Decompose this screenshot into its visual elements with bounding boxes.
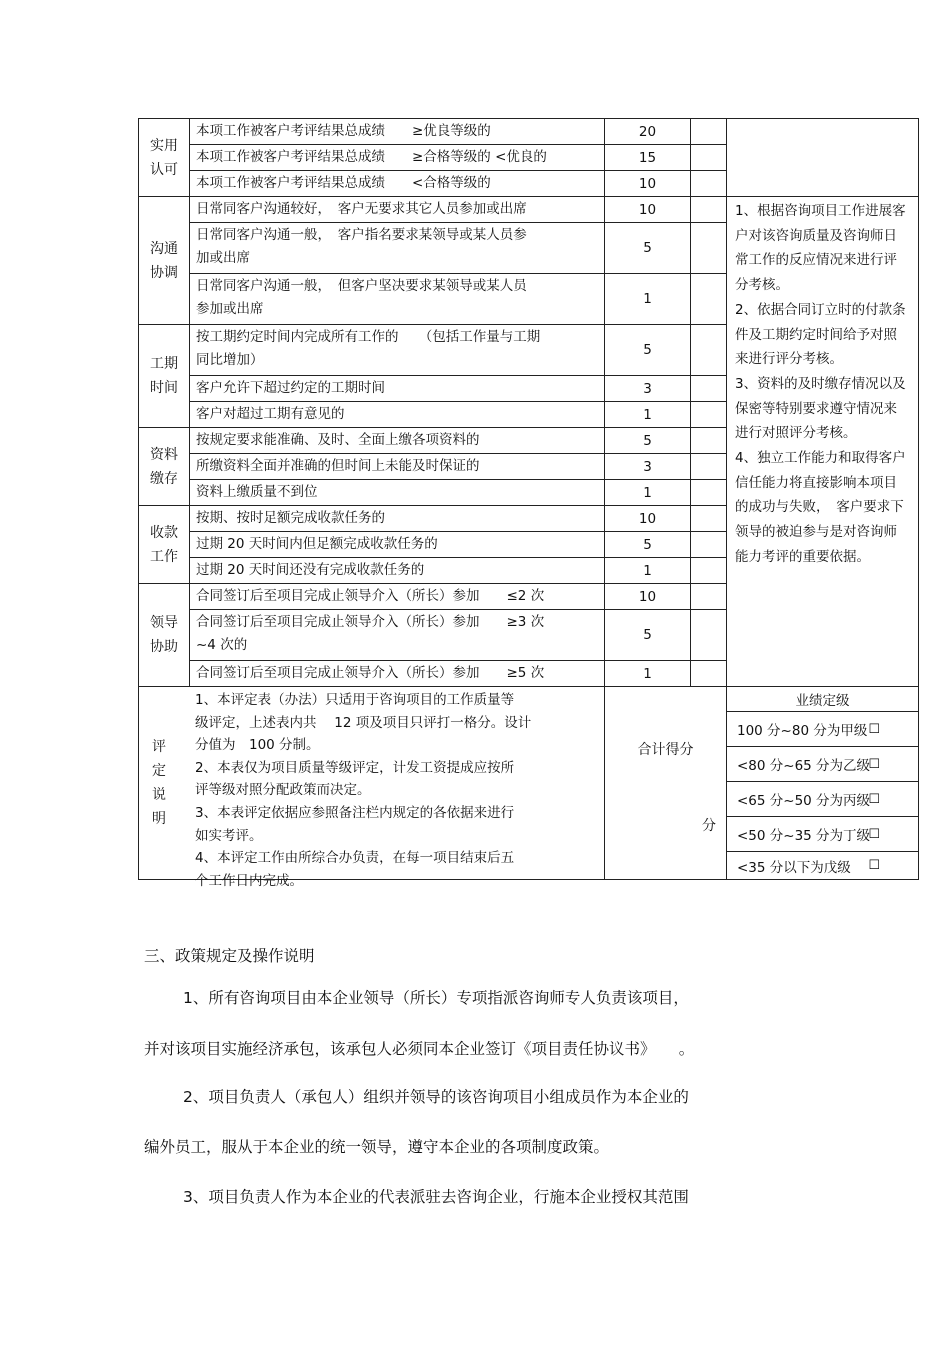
total-score-unit: 分 (702, 818, 716, 834)
criterion-cell: 按规定要求能准确、及时、全面上缴各项资料的 (189, 427, 605, 454)
rating-cell (690, 531, 727, 558)
evaluation-line: 评等级对照分配政策而决定。 (195, 782, 371, 799)
evaluation-line: 如实考评。 (195, 827, 263, 844)
rating-cell (690, 222, 727, 274)
grade-row (726, 711, 919, 747)
evaluation-line: 4、本评定工作由所综合办负责，在每一项目结束后五 (195, 850, 515, 867)
criterion-cell: 客户对超过工期有意见的 (189, 401, 605, 428)
score-cell: 10 (604, 505, 691, 532)
evaluation-line: 个工作日内完成。 (195, 872, 303, 889)
evaluation-table (138, 118, 919, 889)
category-cell: 领导 协助 (138, 583, 190, 687)
criterion-cell: 日常同客户沟通一般， 客户指名要求某领导或某人员参 加或出席 (189, 222, 605, 274)
rating-cell (690, 427, 727, 454)
note-item: 2、依据合同订立时的付款条件及工期约定时间给予对照来进行评分考核。 (735, 301, 906, 368)
score-cell: 5 (604, 222, 691, 274)
rating-cell (690, 375, 727, 402)
score-cell: 5 (604, 427, 691, 454)
total-score-cell (604, 686, 727, 880)
total-score-label: 合计得分 (637, 742, 694, 758)
criterion-cell: 所缴资料全面并准确的但时间上未能及时保证的 (189, 453, 605, 480)
grade-row (726, 781, 919, 817)
criterion-cell: 过期 20 天时间还没有完成收款任务的 (189, 557, 605, 584)
grade-checkbox[interactable]: ☐ (868, 791, 880, 807)
criterion-cell: 客户允许下超过约定的工期时间 (189, 375, 605, 402)
rating-cell (690, 479, 727, 506)
score-cell: 3 (604, 375, 691, 402)
criterion-cell: 按工期约定时间内完成所有工作的 （包括工作量与工期 同比增加） (189, 324, 605, 376)
criterion-cell: 本项工作被客户考评结果总成绩 ≥合格等级的 <优良的 (189, 144, 605, 171)
note-item: 1、根据咨询项目工作进展客户对该咨询质量及咨询师日常工作的反应情况来进行评分考核。 (735, 203, 906, 294)
grade-label: 100 分~80 分为甲级 (737, 723, 868, 739)
evaluation-line: 分值为 100 分制。 (195, 737, 320, 754)
rating-cell (690, 273, 727, 325)
score-cell: 1 (604, 660, 691, 687)
criterion-cell: 本项工作被客户考评结果总成绩 <合格等级的 (189, 170, 605, 197)
grade-checkbox[interactable]: ☐ (868, 858, 880, 873)
notes-cell (726, 196, 919, 687)
notes-blank-cell (726, 118, 919, 197)
grade-label: <65 分~50 分为丙级 (737, 793, 871, 809)
score-cell: 10 (604, 583, 691, 610)
grade-checkbox[interactable]: ☐ (868, 721, 880, 737)
category-cell: 沟通 协调 (138, 196, 190, 325)
grade-label: <80 分~65 分为乙级 (737, 758, 871, 774)
category-cell: 实用 认可 (138, 118, 190, 197)
score-cell: 1 (604, 479, 691, 506)
score-cell: 5 (604, 609, 691, 661)
score-cell: 5 (604, 531, 691, 558)
grade-label: <50 分~35 分为丁级 (737, 828, 871, 844)
evaluation-line: 3、本表评定依据应参照备注栏内规定的各依据来进行 (195, 804, 515, 821)
evaluation-line: 1、本评定表（办法）只适用于咨询项目的工作质量等 (195, 692, 515, 708)
grade-label: <35 分以下为戊级 (737, 859, 851, 876)
rating-cell (690, 660, 727, 687)
evaluation-explanation-cell (138, 686, 605, 889)
score-cell: 10 (604, 196, 691, 223)
rating-cell (690, 196, 727, 223)
rating-cell (690, 505, 727, 532)
paragraph-2-line-1: 2、项目负责人（承包人）组织并领导的该咨询项目小组成员作为本企业的 (183, 1088, 689, 1106)
rating-cell (690, 557, 727, 584)
score-cell: 20 (604, 118, 691, 145)
section-heading: 三、政策规定及操作说明 (144, 947, 315, 965)
paragraph-3-line-1: 3、项目负责人作为本企业的代表派驻去咨询企业，行施本企业授权其范围 (183, 1188, 689, 1206)
rating-cell (690, 118, 727, 145)
note-item: 4、独立工作能力和取得客户信任能力将直接影响本项目的成功与失败， 客户要求下领导的被迫参与是对咨询师能力考评的重要依据。 (735, 450, 906, 565)
score-cell: 1 (604, 273, 691, 325)
rating-cell (690, 324, 727, 376)
criterion-cell: 过期 20 天时间内但足额完成收款任务的 (189, 531, 605, 558)
criterion-cell: 合同签订后至项目完成止领导介入（所长）参加 ≥3 次 ~4 次的 (189, 609, 605, 661)
paragraph-2-line-2: 编外员工，服从于本企业的统一领导，遵守本企业的各项制度政策。 (144, 1138, 610, 1156)
rating-cell (690, 583, 727, 610)
grade-row (726, 851, 919, 880)
score-cell: 10 (604, 170, 691, 197)
criterion-cell: 资料上缴质量不到位 (189, 479, 605, 506)
score-cell: 1 (604, 557, 691, 584)
criterion-cell: 合同签订后至项目完成止领导介入（所长）参加 ≤2 次 (189, 583, 605, 610)
criterion-cell: 本项工作被客户考评结果总成绩 ≥优良等级的 (189, 118, 605, 145)
grade-header: 业绩定级 (726, 686, 919, 712)
rating-cell (690, 453, 727, 480)
rating-cell (690, 401, 727, 428)
grade-row (726, 816, 919, 852)
criterion-cell: 按期、按时足额完成收款任务的 (189, 505, 605, 532)
score-cell: 5 (604, 324, 691, 376)
grade-row (726, 746, 919, 782)
rating-cell (690, 144, 727, 171)
criterion-cell: 日常同客户沟通一般， 但客户坚决要求某领导或某人员 参加或出席 (189, 273, 605, 325)
category-cell: 工期 时间 (138, 324, 190, 428)
evaluation-line: 级评定，上述表内共 12 项及项目只评打一格分。设计 (195, 714, 532, 731)
evaluation-line: 2、本表仅为项目质量等级评定，计发工资提成应按所 (195, 759, 515, 776)
rating-cell (690, 609, 727, 661)
grade-checkbox[interactable]: ☐ (868, 756, 880, 772)
paragraph-1-line-2: 并对该项目实施经济承包，该承包人必须同本企业签订《项目责任协议书》 。 (144, 1040, 695, 1058)
rating-cell (690, 170, 727, 197)
evaluation-label: 评 定 说 明 (152, 739, 166, 827)
score-cell: 1 (604, 401, 691, 428)
category-cell: 资料 缴存 (138, 427, 190, 506)
category-cell: 收款 工作 (138, 505, 190, 584)
note-item: 3、资料的及时缴存情况以及保密等特别要求遵守情况来进行对照评分考核。 (735, 375, 906, 442)
criterion-cell: 合同签订后至项目完成止领导介入（所长）参加 ≥5 次 (189, 660, 605, 687)
criterion-cell: 日常同客户沟通较好， 客户无要求其它人员参加或出席 (189, 196, 605, 223)
score-cell: 3 (604, 453, 691, 480)
paragraph-1-line-1: 1、所有咨询项目由本企业领导（所长）专项指派咨询师专人负责该项目， (183, 989, 689, 1007)
grade-checkbox[interactable]: ☐ (868, 826, 880, 842)
score-cell: 15 (604, 144, 691, 171)
